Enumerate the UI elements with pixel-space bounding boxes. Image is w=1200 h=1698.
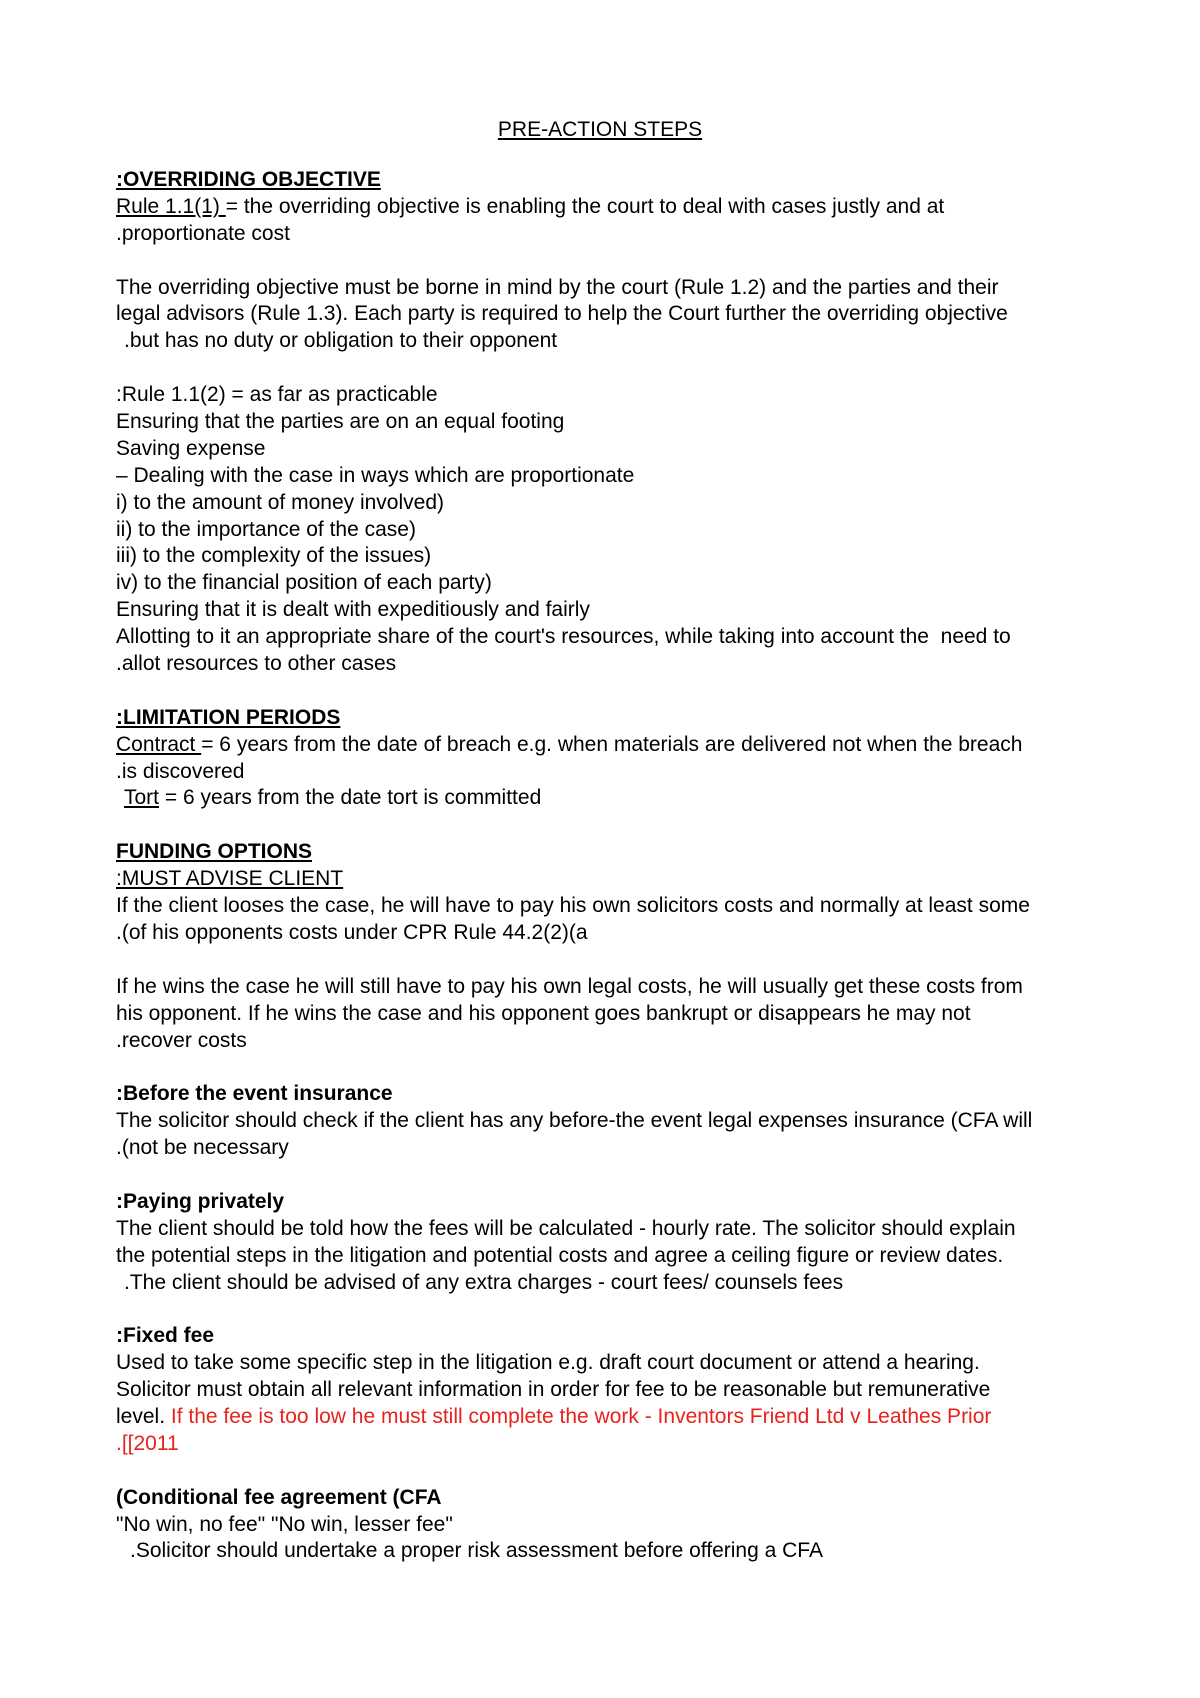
paragraph-line: .(not be necessary	[116, 1136, 289, 1160]
contract-label: Contract	[116, 732, 202, 756]
rule-1-1-1-line	[116, 194, 1116, 221]
case-reference-continuation: .[[2011	[116, 1431, 179, 1455]
page-title: PRE-ACTION STEPS	[497, 118, 703, 141]
subheading-before-event-insurance: :Before the event insurance	[116, 1082, 393, 1106]
list-item: – Dealing with the case in ways which are proportionate	[116, 463, 635, 487]
rule-1-1-1-text: = the overriding objective is enabling the court to deal with cases justly and at	[225, 194, 945, 218]
list-item: Ensuring that the parties are on an equal footing	[116, 410, 565, 434]
paragraph-line: .(of his opponents costs under CPR Rule 44.2(2)(a	[116, 920, 588, 944]
subheading-fixed-fee: :Fixed fee	[116, 1324, 215, 1348]
paragraph-line: "No win, no fee" "No win, lesser fee"	[116, 1512, 453, 1536]
tort-line	[116, 785, 1116, 812]
must-advise-client: :MUST ADVISE CLIENT	[116, 867, 344, 891]
rule-1-1-1-label: Rule 1.1(1)	[116, 194, 226, 218]
paragraph-line: .recover costs	[116, 1028, 247, 1052]
rule-1-1-1-continuation: .proportionate cost	[116, 221, 290, 245]
list-item: iv) to the financial position of each party)	[116, 571, 492, 595]
paragraph-line: The overriding objective must be borne in mind by the court (Rule 1.2) and the parties and their	[116, 275, 999, 299]
case-reference-highlight: If the fee is too low he must still complete the work - Inventors Friend Ltd v Leathes Prior	[170, 1404, 992, 1428]
fixed-fee-case-line	[116, 1404, 1116, 1431]
list-item: Ensuring that it is dealt with expeditiously and fairly	[116, 598, 590, 622]
contract-continuation: .is discovered	[116, 759, 245, 783]
paragraph-line: The solicitor should check if the client has any before-the event legal expenses insurance (CFA will	[116, 1109, 1033, 1133]
subheading-paying-privately: :Paying privately	[116, 1189, 285, 1213]
paragraph-line: If he wins the case he will still have to pay his own legal costs, he will usually get these costs from	[116, 974, 1023, 998]
paragraph-line: .but has no duty or obligation to their opponent	[124, 329, 558, 353]
contract-line	[116, 732, 1116, 759]
section-heading-funding-options: FUNDING OPTIONS	[116, 840, 313, 864]
rule-1-1-2-line: :Rule 1.1(2) = as far as practicable	[116, 383, 438, 407]
list-item: Saving expense	[116, 436, 266, 460]
paragraph-line: Solicitor must obtain all relevant information in order for fee to be reasonable but remunerative	[116, 1378, 991, 1402]
list-item: Allotting to it an appropriate share of the court's resources, while taking into account the need to	[116, 625, 1011, 649]
list-item: iii) to the complexity of the issues)	[116, 544, 432, 568]
contract-text: = 6 years from the date of breach e.g. when materials are delivered not when the breach	[201, 732, 1023, 756]
list-item: ii) to the importance of the case)	[116, 517, 416, 541]
paragraph-line: his opponent. If he wins the case and his opponent goes bankrupt or disappears he may not	[116, 1001, 971, 1025]
subheading-conditional-fee-agreement: (Conditional fee agreement (CFA	[116, 1485, 442, 1509]
paragraph-line: legal advisors (Rule 1.3). Each party is required to help the Court further the overriding objective	[116, 302, 1008, 326]
list-item: i) to the amount of money involved)	[116, 490, 445, 514]
fixed-fee-level-text: level.	[116, 1404, 171, 1428]
paragraph-line: Used to take some specific step in the litigation e.g. draft court document or attend a hearing.	[116, 1351, 980, 1375]
paragraph-line: the potential steps in the litigation and potential costs and agree a ceiling figure or review dates.	[116, 1243, 1004, 1267]
section-heading-limitation-periods: :LIMITATION PERIODS	[116, 705, 341, 729]
tort-text: = 6 years from the date tort is committed	[159, 786, 542, 810]
list-item: .allot resources to other cases	[116, 652, 397, 676]
paragraph-line: The client should be told how the fees will be calculated - hourly rate. The solicitor should explain	[116, 1216, 1016, 1240]
section-heading-overriding-objective: :OVERRIDING OBJECTIVE	[116, 168, 381, 191]
paragraph-line: If the client looses the case, he will have to pay his own solicitors costs and normally at least some	[116, 894, 1030, 918]
document-body	[116, 167, 1116, 1565]
tort-label: Tort	[124, 786, 160, 810]
paragraph-line: .Solicitor should undertake a proper risk assessment before offering a CFA	[130, 1539, 823, 1563]
paragraph-line: .The client should be advised of any extra charges - court fees/ counsels fees	[124, 1270, 844, 1294]
